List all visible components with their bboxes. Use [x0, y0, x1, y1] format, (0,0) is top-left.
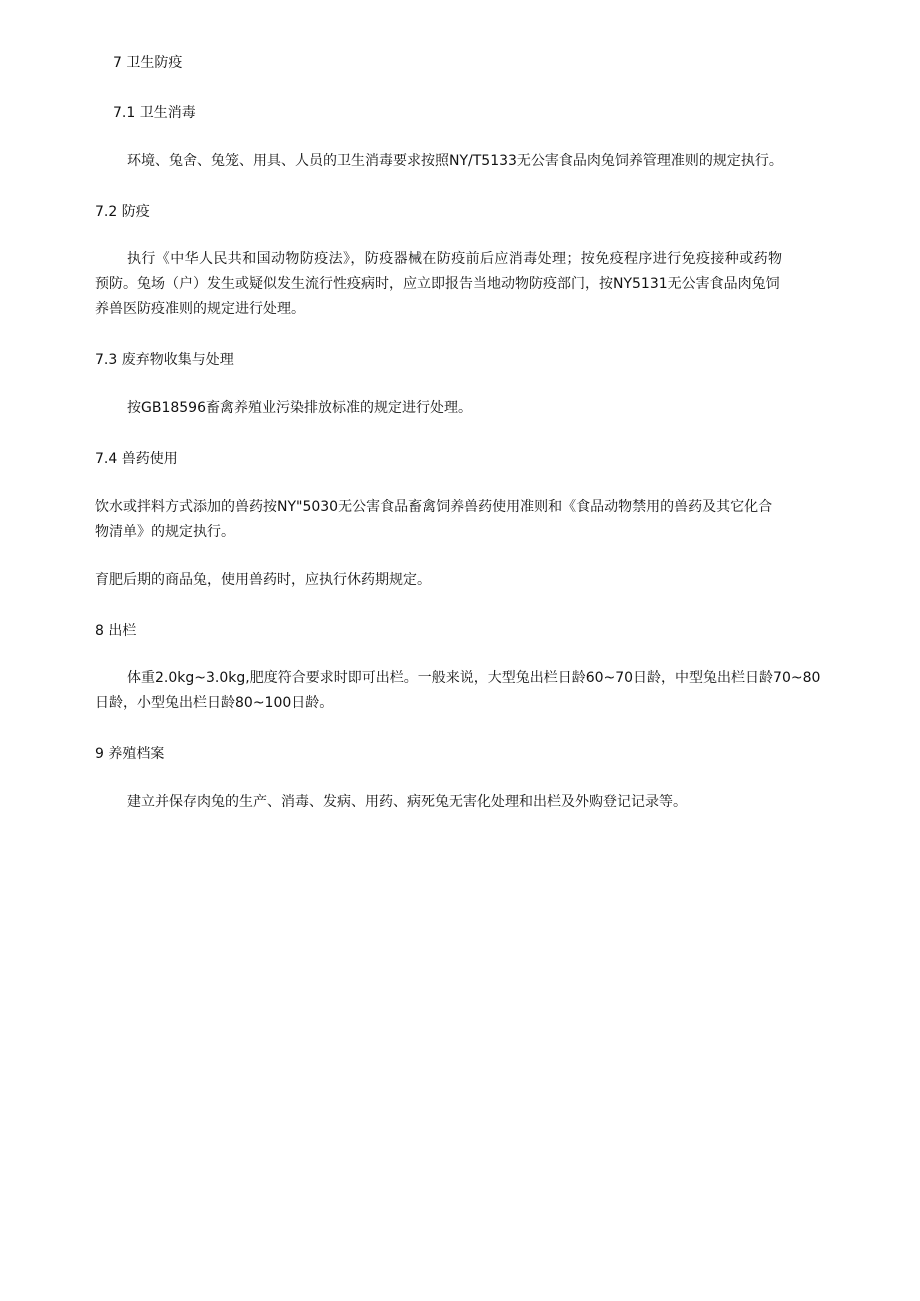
- heading-7-4: 7.4 兽药使用: [95, 451, 178, 467]
- heading-9: 9 养殖档案: [95, 746, 165, 762]
- paragraph-7-4-line-2: 物清单》的规定执行。: [95, 524, 235, 540]
- paragraph-7-2-line-1: 执行《中华人民共和国动物防疫法》，防疫器械在防疫前后应消毒处理；按免疫程序进行免疫接种或药物: [127, 251, 783, 267]
- paragraph-7-4-b: 育肥后期的商品兔，使用兽药时，应执行休药期规定。: [95, 572, 431, 588]
- paragraph-8-line-2: 日龄，小型兔出栏日龄80~100日龄。: [95, 695, 334, 711]
- heading-7-1: 7.1 卫生消毒: [113, 105, 196, 121]
- paragraph-8-line-1: 体重2.0kg~3.0kg,肥度符合要求时即可出栏。一般来说，大型兔出栏日龄60~70日龄，中型兔出栏日龄70~80: [127, 670, 821, 686]
- paragraph-7-2-line-2: 预防。兔场（户）发生或疑似发生流行性疫病时，应立即报告当地动物防疫部门，按NY5131无公害食品肉兔饲: [95, 276, 780, 292]
- heading-7: 7 卫生防疫: [113, 55, 183, 71]
- heading-7-3: 7.3 废弃物收集与处理: [95, 352, 234, 368]
- heading-7-2: 7.2 防疫: [95, 204, 150, 220]
- paragraph-7-1: 环境、兔舍、兔笼、用具、人员的卫生消毒要求按照NY/T5133无公害食品肉兔饲养管理准则的规定执行。: [127, 153, 783, 169]
- paragraph-9: 建立并保存肉兔的生产、消毒、发病、用药、病死兔无害化处理和出栏及外购登记记录等。: [127, 794, 687, 810]
- heading-8: 8 出栏: [95, 623, 137, 639]
- paragraph-7-2-line-3: 养兽医防疫准则的规定进行处理。: [95, 301, 305, 317]
- paragraph-7-4-line-1: 饮水或拌料方式添加的兽药按NY"5030无公害食品畜禽饲养兽药使用准则和《食品动物禁用的兽药及其它化合: [95, 499, 773, 515]
- paragraph-7-3: 按GB18596畜禽养殖业污染排放标准的规定进行处理。: [127, 400, 472, 416]
